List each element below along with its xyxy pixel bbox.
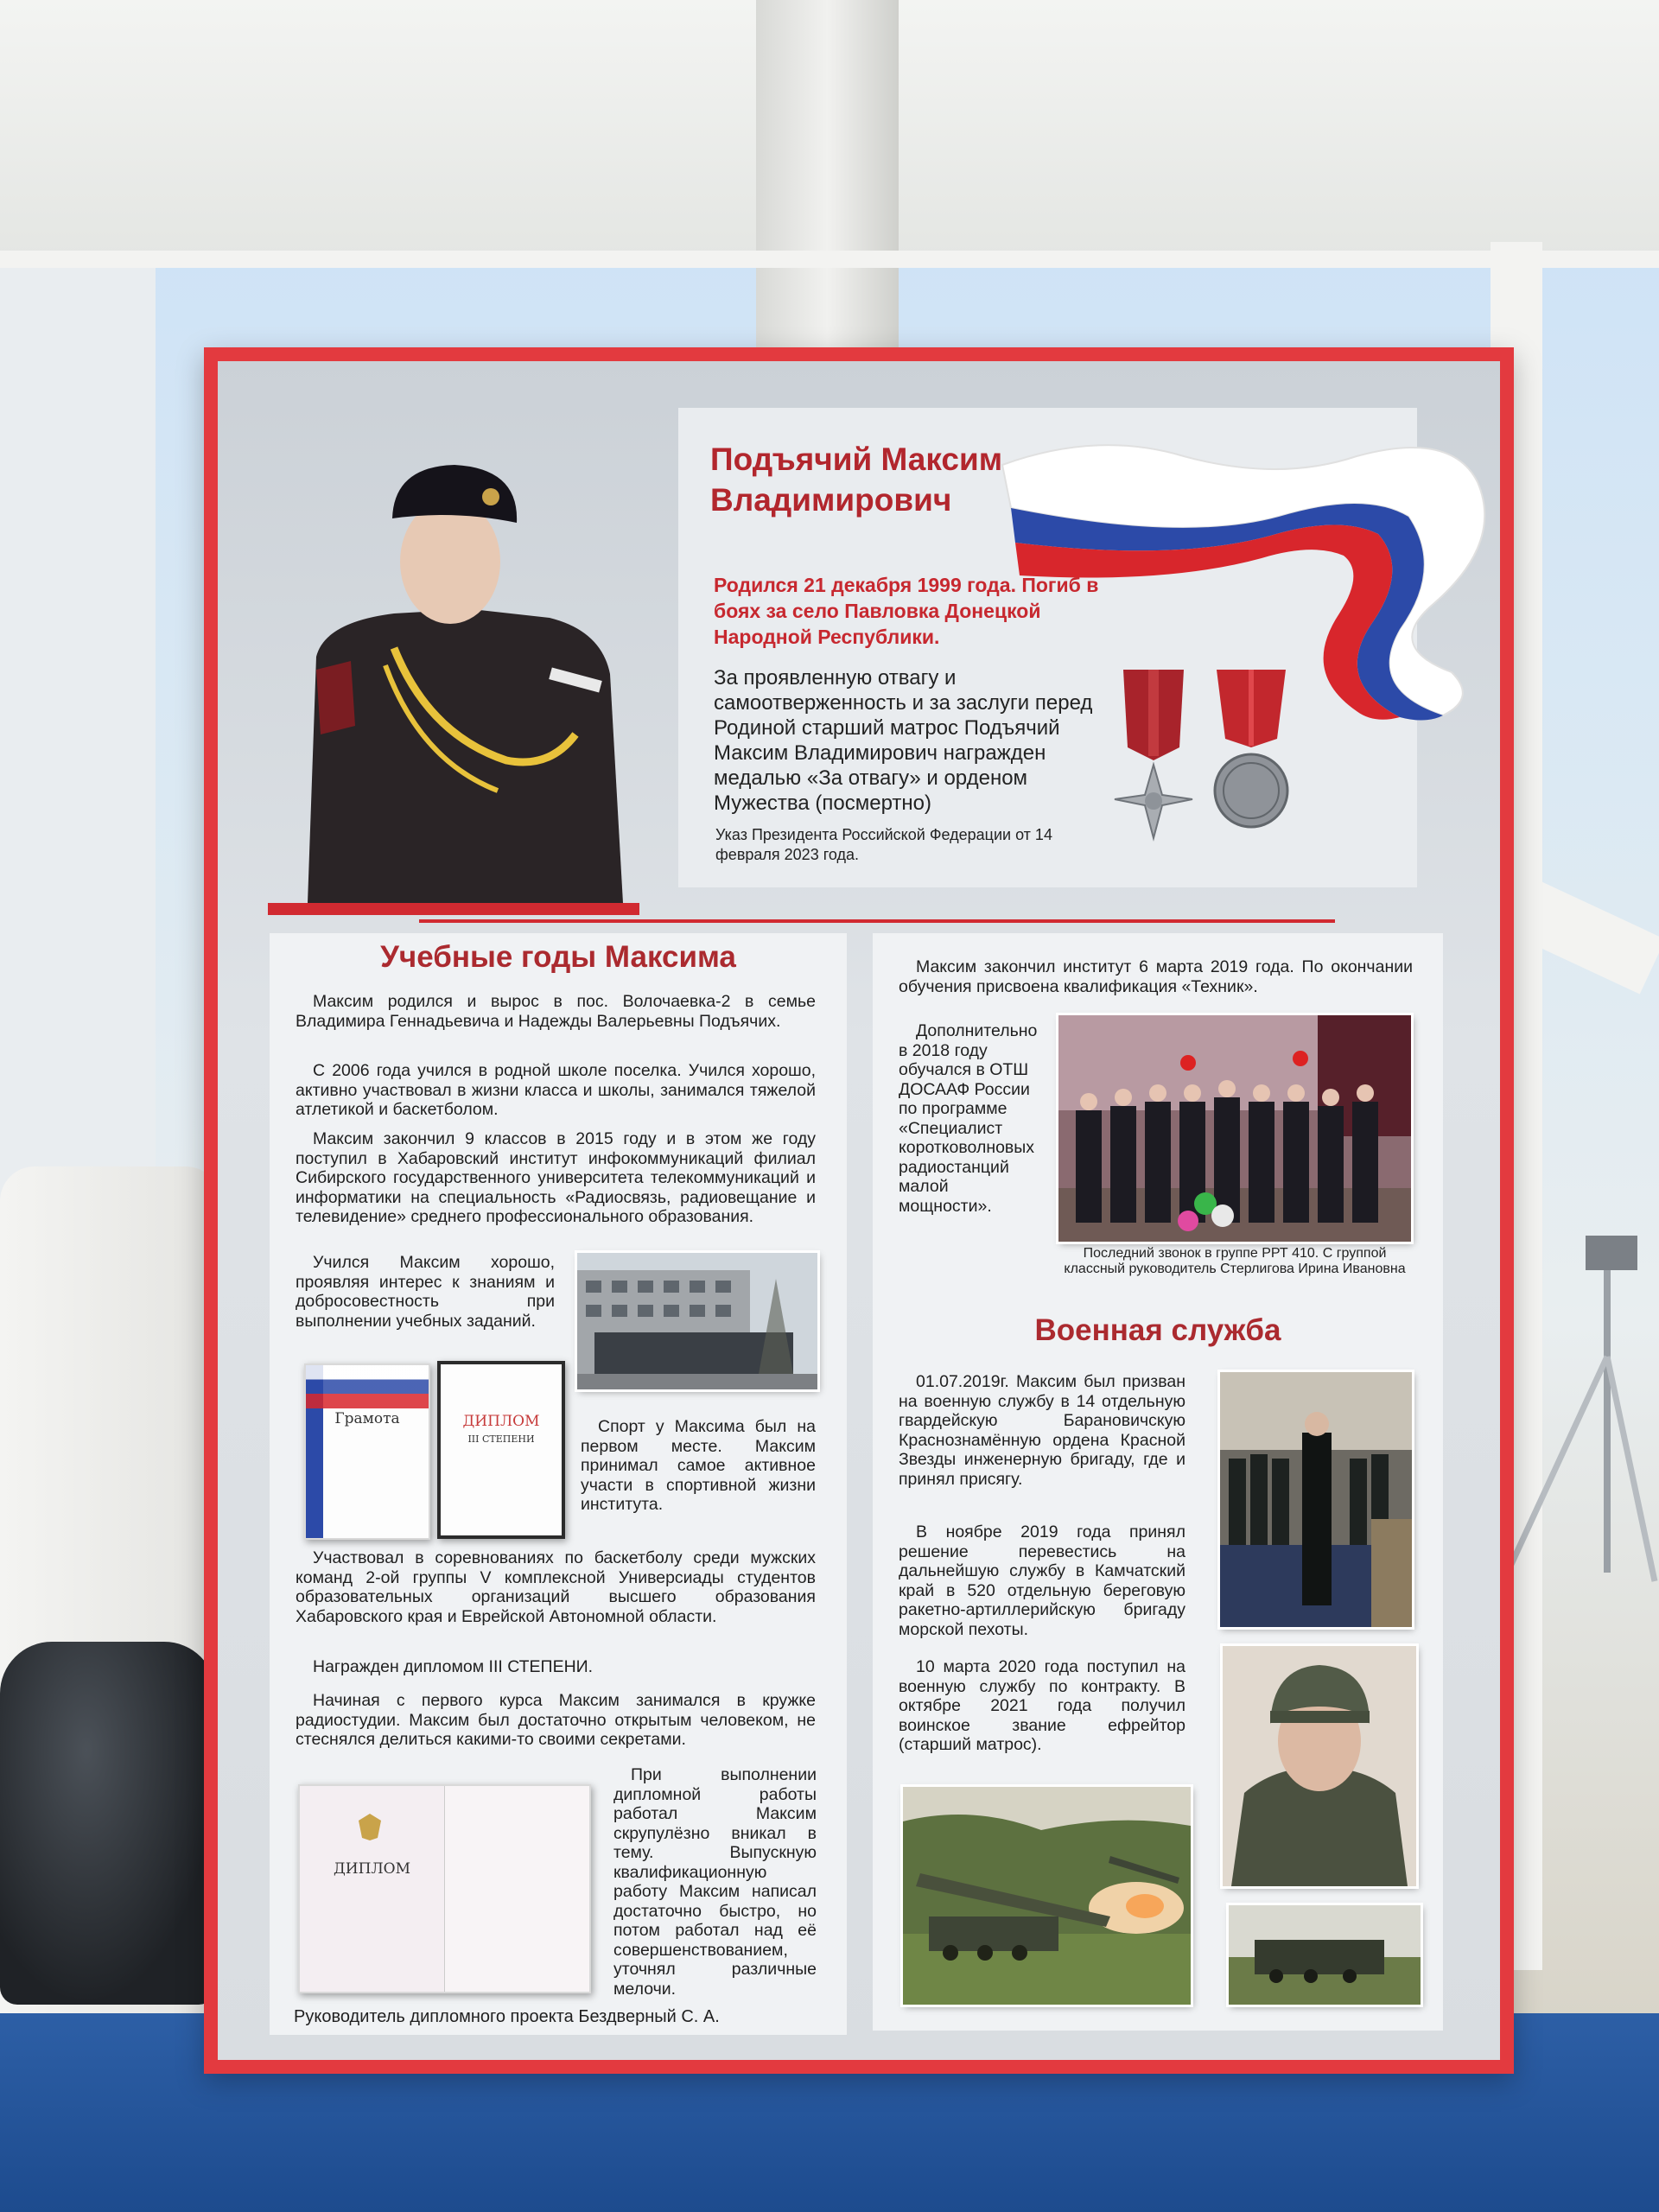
study-paragraph-8: Начиная с первого курса Максим занимался в кружке радиостудии. Максим был достаточно открытым человеком, не стеснялся делиться какими-то своими секретами. [296,1691,816,1749]
diploma-degree: III СТЕПЕНИ [467,1433,535,1445]
class-group-photo [1058,1015,1411,1242]
study-paragraph-2: С 2006 года учился в родной школе поселка. Учился хорошо, активно участвовал в жизни класса и школы, занимался тяжелой атлетикой и баскетболом. [296,1061,816,1119]
missile-launch-photo [903,1787,1191,2005]
graduation-diploma [298,1784,591,1993]
diploma-supervisor: Руководитель дипломного проекта Бездверный С. А. [294,2007,720,2026]
study-paragraph-7: Награжден дипломом III СТЕПЕНИ. [313,1657,594,1676]
medal-for-courage-icon [1208,665,1294,834]
study-paragraph-3: Максим закончил 9 классов в 2015 году и в этом же году поступил в Хабаровский институт инфокоммуникаций филиал Сибирского государственного университета телекоммуникаций и информатики на специальность «Радиосвязь, радиовещание и телевидение» среднего профессионального образования. [296,1129,816,1226]
pillar [756,0,899,363]
stool [0,1642,216,2005]
award-text: За проявленную отвагу и самоотверженность и за заслуги перед Родиной старший матрос Подъячий Максим Владимирович награжден медалью «За отвагу» и орденом Мужества (посмертно) [714,666,1093,815]
study-paragraph-6: Участвовал в соревнованиях по баскетболу среди мужских команд 2-ой группы V комплексной Универсиады студентов образовательных организаций высшего образования Хабаровского края и Еврейской Автономной области. [296,1548,816,1626]
study-paragraph-1: Максим родился и вырос в пос. Волочаевка-2 в семье Владимира Геннадьевича и Надежды Валерьевны Подъячих. [296,992,816,1031]
gramota-title: Грамота [334,1410,400,1427]
birth-death-info: Родился 21 декабря 1999 года. Погиб в боях за село Павловка Донецкой Народной Республики. [714,574,1099,648]
window-frame-top [0,251,1659,268]
red-rule-left [268,903,639,915]
basketball-diploma [437,1361,565,1539]
decree-text: Указ Президента Российской Федерации от 14 февраля 2023 года. [715,826,1052,863]
service-paragraph-1: Максим закончил институт 6 марта 2019 года. По окончании обучения присвоена квалификация «Техник». [899,957,1413,996]
service-paragraph-3: 01.07.2019г. Максим был призван на военную службу в 14 отдельную гвардейскую Барановичскую Краснознамённую ордена Красной Звезды инженерную бригаду, где и принял присягу. [899,1372,1185,1489]
study-paragraph-5: Спорт у Максима был на первом месте. Максим принимал самое активное участи в спортивной жизни института. [581,1417,816,1514]
study-paragraph-9: При выполнении дипломной работы работал Максим скрупулёзно вникал в тему. Выпускную квалификационную работу Максим написал достаточно быстро, но потом работал над её совершенствованием, уточнял различные мелочи. [613,1765,817,1999]
institute-building-photo [577,1253,817,1389]
service-paragraph-2: Дополнительно в 2018 году обучался в ОТШ ДОСААФ России по программе «Специалист коротковолновых радиостанций малой мощности». [899,1021,1038,1216]
service-paragraph-5: 10 марта 2020 года поступил на военную службу по контракту. В октябре 2021 года получил воинское звание ефрейтор (старший матрос). [899,1657,1185,1754]
red-rule-long [419,919,1335,923]
order-of-courage-icon [1110,665,1197,842]
study-title: Учебные годы Максима [380,940,736,974]
soldier-portrait-photo [1223,1646,1416,1886]
coastal-missile-vehicle-photo [1229,1905,1421,2005]
graduation-diploma-title: ДИПЛОМ [333,1860,410,1878]
portrait-photo [290,449,653,903]
coat-of-arms-icon [357,1812,383,1841]
service-paragraph-4: В ноябре 2019 года принял решение перевестись на дальнейшую службу в Камчатский край в 520 отдельную береговую ракетно-артиллерийскую бригаду морской пехоты. [899,1522,1185,1639]
service-title: Военная служба [1034,1313,1281,1347]
oath-ceremony-photo [1220,1372,1412,1627]
gramota-certificate [304,1363,430,1540]
study-paragraph-4: Учился Максим хорошо, проявляя интерес к знаниям и добросовестность при выполнении учебных заданий. [296,1253,555,1331]
hero-name: Подъячий Максим Владимирович [710,442,1003,518]
group-photo-caption: Последний звонок в группе РРТ 410. С группой классный руководитель Стерлигова Ирина Ивановна [1064,1246,1406,1276]
diploma-title: ДИПЛОМ [462,1413,540,1430]
